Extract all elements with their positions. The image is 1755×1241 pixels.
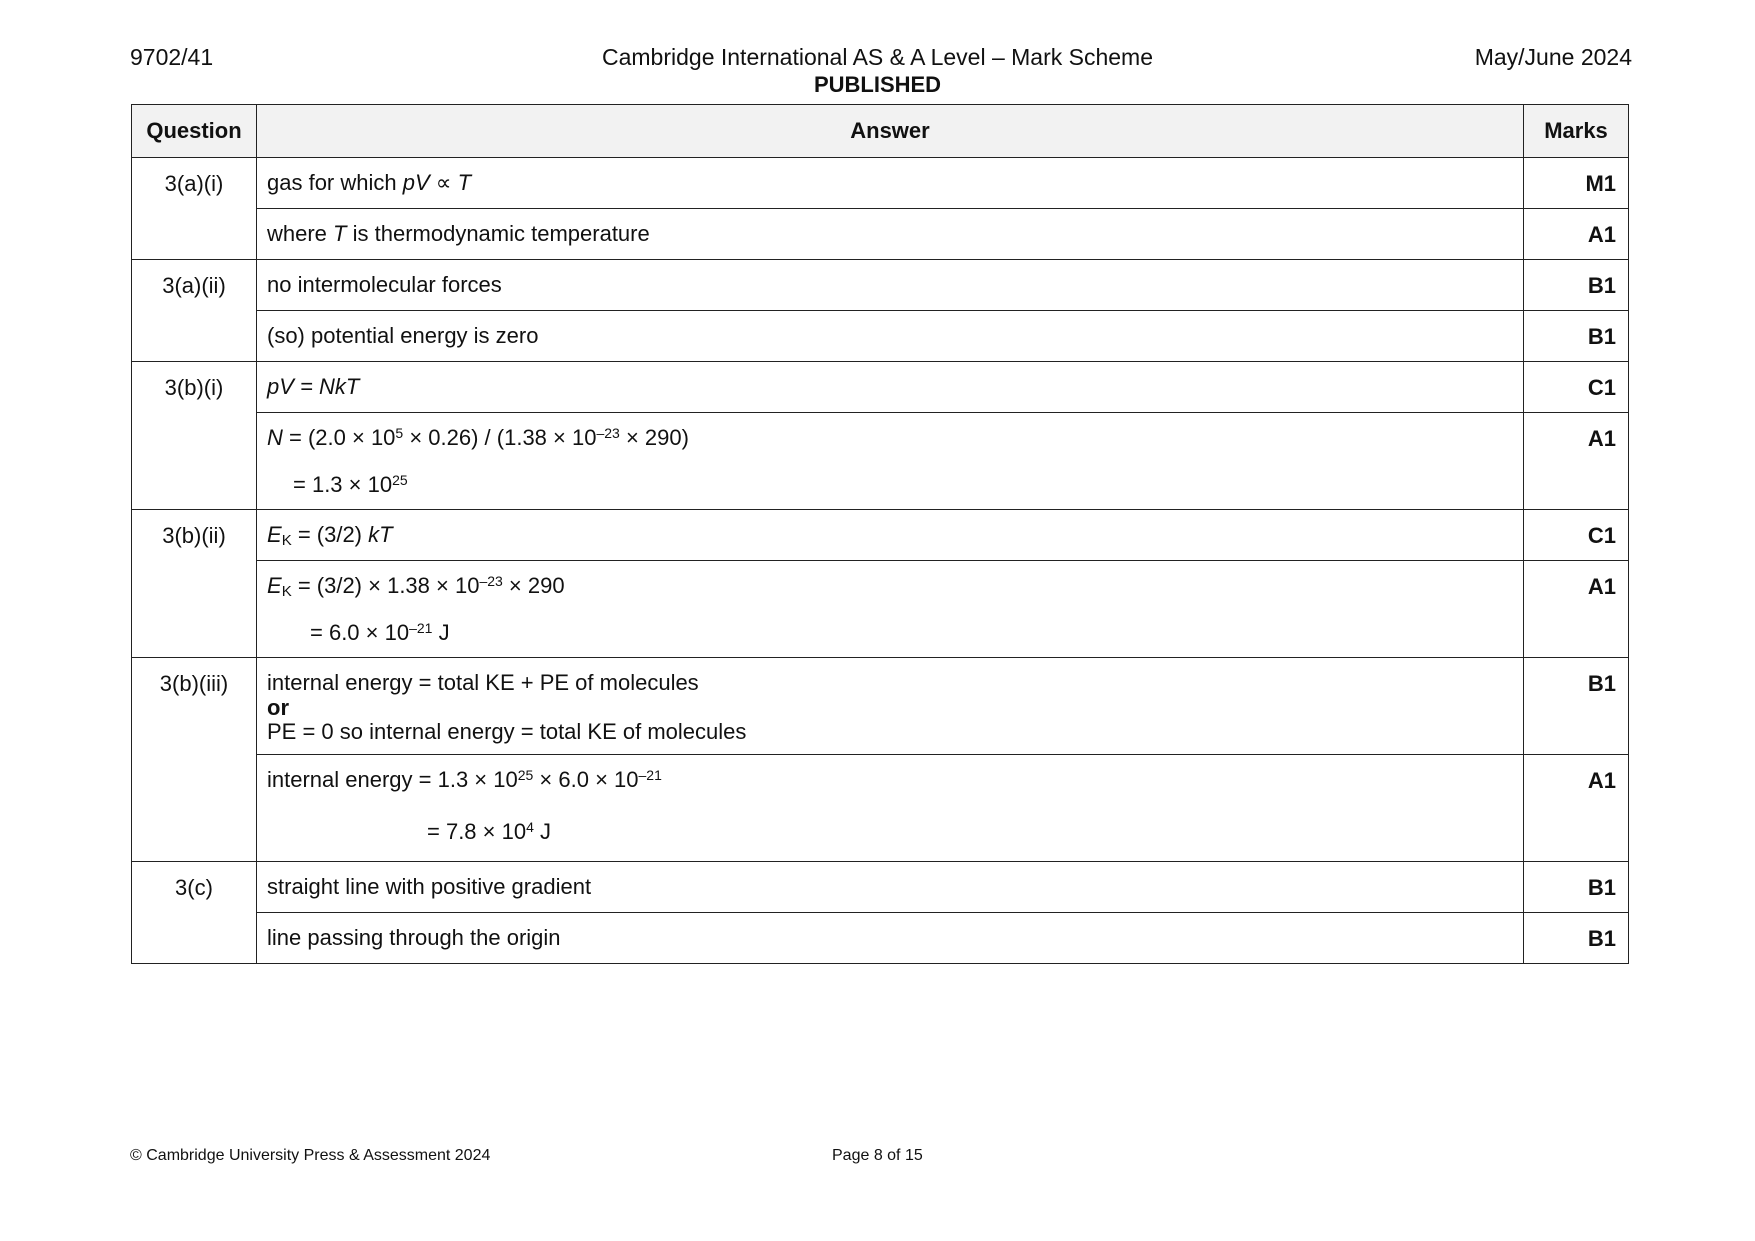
table-row [132,362,1629,413]
table-row [132,755,1629,862]
answer-cell: $E_K = (3/2)$ kT [257,510,1524,561]
table-row [132,862,1629,913]
mark-cell: B1 [1524,862,1629,913]
answer-cell: no intermolecular forces [257,260,1524,311]
mark-scheme-table [131,104,1629,964]
answer-cell: $N = (2.0 \times 10^5 \times 0.26) / (1.38 \times 10^{-23} \times 290)$ = $1.3 \times 10^{25}$ [257,413,1524,510]
question-cell: 3(a)(i) [132,158,257,260]
table-row [132,561,1629,658]
table-row [132,260,1629,311]
header-title: Cambridge International AS & A Level – Mark Scheme [601,44,1154,70]
question-cell: 3(b)(ii) [132,510,257,658]
mark-cell: A1 [1524,755,1629,862]
answer-cell: straight line with positive gradient [257,862,1524,913]
page-number: Page 8 of 15 [832,1147,923,1164]
mark-cell: B1 [1524,913,1629,964]
question-cell: 3(c) [132,862,257,964]
mark-cell: B1 [1524,658,1629,755]
mark-cell: A1 [1524,561,1629,658]
mark-cell: M1 [1524,158,1629,209]
col-question: Question [132,105,257,158]
question-cell: 3(b)(i) [132,362,257,510]
col-answer: Answer [257,105,1524,158]
table-row [132,658,1629,755]
table-row [132,209,1629,260]
answer-cell: internal energy = total KE + PE of molecules or PE = 0 so internal energy = total KE of molecules [257,658,1524,755]
table-row [132,510,1629,561]
question-cell: 3(b)(iii) [132,658,257,862]
table-row [132,913,1629,964]
mark-cell: C1 [1524,362,1629,413]
question-cell: 3(a)(ii) [132,260,257,362]
answer-cell: (so) potential energy is zero [257,311,1524,362]
mark-cell: A1 [1524,413,1629,510]
answer-cell: line passing through the origin [257,913,1524,964]
paper-code: 9702/41 [130,44,214,70]
mark-cell: C1 [1524,510,1629,561]
table-row [132,158,1629,209]
mark-cell: B1 [1524,311,1629,362]
table-header-row [132,105,1629,158]
mark-cell: A1 [1524,209,1629,260]
table-row [132,311,1629,362]
copyright: © Cambridge University Press & Assessment 2024 [130,1147,491,1164]
col-marks: Marks [1524,105,1629,158]
answer-cell: $E_K = (3/2) \times 1.38 \times 10^{-23} \times 290$ = $6.0 \times 10^{-21}$ J [257,561,1524,658]
table-row [132,413,1629,510]
answer-cell: gas for which pV ∝ T [257,158,1524,209]
answer-cell: where T is thermodynamic temperature [257,209,1524,260]
exam-session: May/June 2024 [1474,44,1632,70]
answer-cell: pV = NkT [257,362,1524,413]
answer-cell: internal energy = $1.3 \times 10^{25} \times 6.0 \times 10^{-21}$ = $7.8 \times 10^4$ J [257,755,1524,862]
mark-cell: B1 [1524,260,1629,311]
published-label: PUBLISHED [813,72,942,97]
